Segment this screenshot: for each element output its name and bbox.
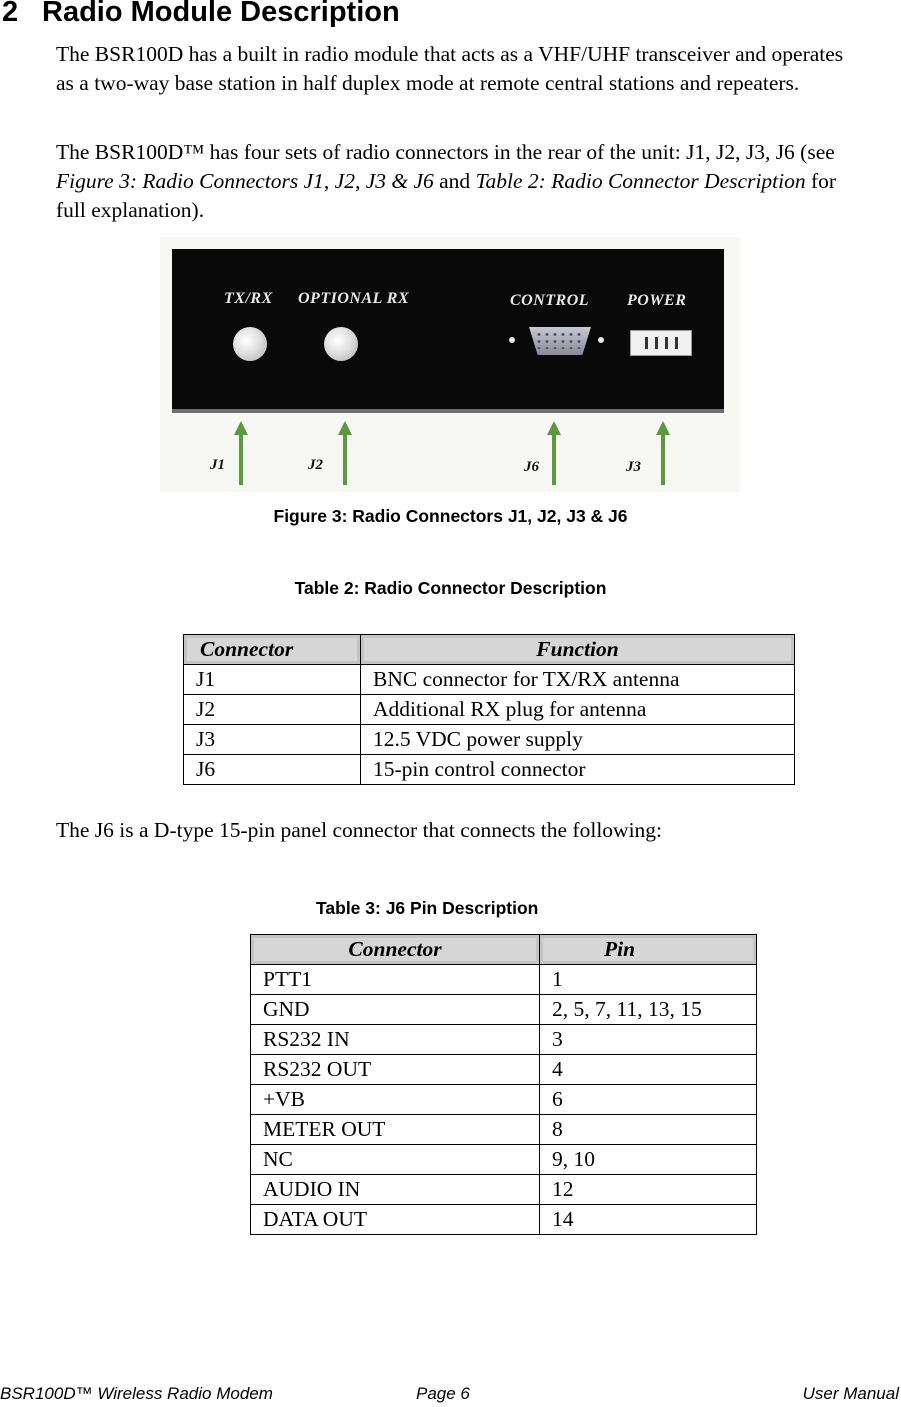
radio-connector-table (183, 634, 795, 785)
signal-cell: +VB (251, 1085, 540, 1115)
signal-cell: METER OUT (251, 1115, 540, 1145)
table-row (184, 725, 795, 755)
connector-cell: J3 (184, 725, 361, 755)
footer-page-number: Page 6 (416, 1384, 470, 1403)
txrx-label: TX/RX (224, 290, 273, 307)
table-row (251, 995, 757, 1025)
j6-arrow (547, 421, 561, 485)
signal-cell: GND (251, 995, 540, 1025)
signal-cell: RS232 IN (251, 1025, 540, 1055)
connectors-text-after: for full explanation). (56, 169, 837, 222)
pin-cell: 1 (540, 965, 757, 995)
power-label: POWER (627, 292, 687, 309)
table2-header-function: Function (361, 635, 795, 665)
signal-cell: PTT1 (251, 965, 540, 995)
connector-cell: J6 (184, 755, 361, 785)
control-label: CONTROL (510, 292, 590, 309)
signal-cell: RS232 OUT (251, 1055, 540, 1085)
pin-cell: 6 (540, 1085, 757, 1115)
function-cell: 15-pin control connector (361, 755, 795, 785)
j6-label: J6 (524, 459, 539, 475)
figure-caption: Figure 3: Radio Connectors J1, J2, J3 & J6 (273, 506, 628, 526)
table-row (251, 965, 757, 995)
connectors-paragraph (56, 138, 846, 225)
pin-cell: 4 (540, 1055, 757, 1085)
figure-reference: Figure 3: Radio Connectors J1, J2, J3 & J6 (56, 169, 434, 193)
intro-paragraph: The BSR100D has a built in radio module that acts as a VHF/UHF transceiver and operates as a two-way base station in half duplex mode at remote central stations and repeaters. (56, 42, 844, 95)
table-row (251, 1175, 757, 1205)
j1-label: J1 (210, 457, 225, 473)
connector-cell: J2 (184, 695, 361, 725)
j2-arrow (338, 421, 352, 485)
radio-connectors-figure (160, 237, 740, 492)
pin-cell: 8 (540, 1115, 757, 1145)
signal-cell: DATA OUT (251, 1205, 540, 1235)
pin-cell: 9, 10 (540, 1145, 757, 1175)
table-row (251, 1025, 757, 1055)
table-row (251, 1115, 757, 1145)
table-row (184, 695, 795, 725)
function-cell: BNC connector for TX/RX antenna (361, 665, 795, 695)
connectors-text-and: and (433, 169, 476, 193)
table3-header-pin-label: Pin (604, 937, 636, 961)
table-row (251, 1145, 757, 1175)
section-title: Radio Module Description (42, 0, 400, 28)
pin-cell: 3 (540, 1025, 757, 1055)
table3-caption: Table 3: J6 Pin Description (316, 898, 539, 918)
optional-rx-jack (324, 327, 358, 361)
j3-arrow (656, 421, 670, 485)
dsub-screw-left (509, 337, 515, 343)
section-number: 2 (2, 0, 19, 28)
j1-arrow (234, 421, 248, 485)
table3-header-connector: Connector (251, 935, 540, 965)
table-row (184, 665, 795, 695)
table3-header-pin (540, 935, 757, 965)
dsub-screw-right (598, 337, 604, 343)
power-connector (630, 330, 692, 356)
table-row (251, 1055, 757, 1085)
j3-label: J3 (626, 459, 641, 475)
connectors-text-before: The BSR100D™ has four sets of radio connectors in the rear of the unit: J1, J2, J3, J6 (see (56, 140, 835, 164)
connector-cell: J1 (184, 665, 361, 695)
signal-cell: AUDIO IN (251, 1175, 540, 1205)
optional-rx-label: OPTIONAL RX (298, 290, 410, 307)
table2-caption: Table 2: Radio Connector Description (294, 578, 607, 598)
signal-cell: NC (251, 1145, 540, 1175)
footer-doc-type: User Manual (802, 1384, 899, 1403)
pin-cell: 14 (540, 1205, 757, 1235)
table-row (251, 1205, 757, 1235)
j2-label: J2 (308, 457, 323, 473)
pin-cell: 12 (540, 1175, 757, 1205)
j6-pin-table (250, 934, 757, 1235)
section-heading (2, 0, 400, 29)
footer-product: BSR100D™ Wireless Radio Modem (0, 1384, 273, 1403)
table-reference: Table 2: Radio Connector Description (475, 169, 806, 193)
j6-intro-paragraph: The J6 is a D-type 15-pin panel connector that connects the following: (56, 818, 663, 842)
txrx-bnc-jack (233, 327, 267, 361)
table2-header-connector: Connector (184, 635, 361, 665)
table-row (184, 755, 795, 785)
pin-cell: 2, 5, 7, 11, 13, 15 (540, 995, 757, 1025)
dsub-15-pin-connector (529, 327, 591, 355)
function-cell: Additional RX plug for antenna (361, 695, 795, 725)
table-row (251, 1085, 757, 1115)
function-cell: 12.5 VDC power supply (361, 725, 795, 755)
rear-panel (172, 249, 724, 413)
